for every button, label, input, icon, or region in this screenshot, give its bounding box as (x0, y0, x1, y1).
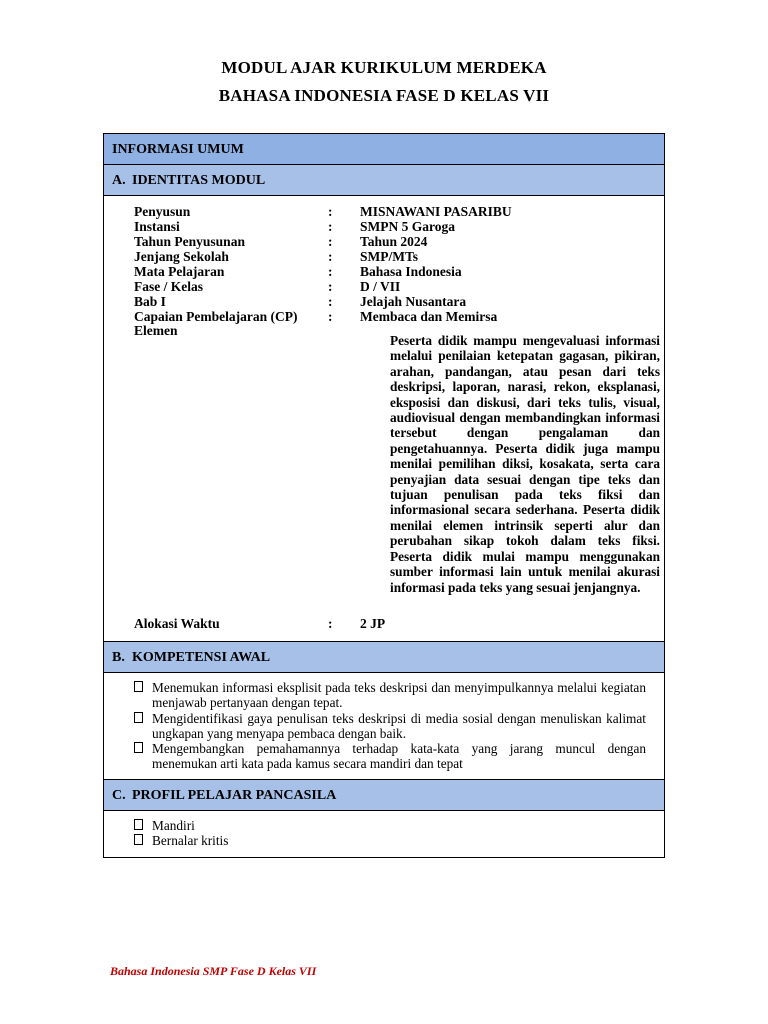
section-label: KOMPETENSI AWAL (132, 650, 271, 665)
kompetensi-awal-list (104, 673, 664, 780)
list-item-text: Mandiri (152, 818, 195, 833)
bullet-box-icon (134, 834, 143, 845)
identity-value: SMPN 5 Garoga (360, 219, 455, 234)
identity-colon: : (328, 264, 333, 279)
section-number: A. (112, 173, 126, 188)
list-item-text: Menemukan informasi eksplisit pada teks deskripsi dan menyimpulkannya melalui kegiatan menjawab pertanyaan dengan tepat. (152, 680, 646, 711)
identitas-modul-header (104, 165, 664, 196)
document-subtitle: BAHASA INDONESIA FASE D KELAS VII (218, 86, 550, 105)
list-item-text: Mengidentifikasi gaya penulisan teks deskripsi di media sosial dengan menuliskan kalimat ungkapan yang menyapa pembaca dengan baik. (152, 711, 646, 742)
identity-label: Tahun Penyusunan (134, 234, 245, 249)
module-info-table (103, 133, 665, 858)
identity-value: Tahun 2024 (360, 234, 428, 249)
identity-label: Alokasi Waktu (134, 616, 220, 631)
identity-colon: : (328, 279, 333, 294)
identity-value: Jelajah Nusantara (360, 294, 467, 309)
list-item-text: Bernalar kritis (152, 833, 229, 848)
section-label: PROFIL PELAJAR PANCASILA (132, 788, 337, 803)
identity-value: 2 JP (360, 616, 386, 631)
identity-label: Bab I (134, 294, 166, 309)
list-item (134, 818, 646, 833)
informasi-umum-header: INFORMASI UMUM (104, 134, 664, 165)
identity-colon: : (328, 204, 333, 219)
identity-value: Bahasa Indonesia (360, 264, 462, 279)
kompetensi-awal-header (104, 642, 664, 673)
identity-label: Jenjang Sekolah (134, 249, 229, 264)
document-title: MODUL AJAR KURIKULUM MERDEKA (221, 58, 547, 77)
list-item (134, 741, 646, 772)
identity-label: Mata Pelajaran (134, 264, 225, 279)
identity-label: Capaian Pembelajaran (CP) (134, 309, 298, 324)
section-number: C. (112, 788, 126, 803)
identity-label: Penyusun (134, 204, 191, 219)
identity-colon: : (328, 616, 333, 631)
section-number: B. (112, 650, 125, 665)
identity-value: Membaca dan Memirsa (360, 309, 498, 324)
identity-value: SMP/MTs (360, 249, 419, 264)
identity-value: D / VII (360, 279, 401, 294)
identity-colon: : (328, 309, 333, 324)
identity-label: Elemen (134, 323, 178, 338)
profil-pelajar-list (104, 811, 664, 857)
bullet-box-icon (134, 712, 143, 723)
identity-colon: : (328, 234, 333, 249)
list-item (134, 711, 646, 742)
identity-label: Fase / Kelas (134, 279, 203, 294)
identity-colon: : (328, 294, 333, 309)
page-footer: Bahasa Indonesia SMP Fase D Kelas VII (110, 964, 317, 978)
identitas-section (104, 196, 664, 642)
section-label: IDENTITAS MODUL (132, 173, 266, 188)
list-item-text: Mengembangkan pemahamannya terhadap kata-kata yang jarang muncul dengan menemukan arti kata pada kamus secara mandiri dan tepat (152, 741, 646, 772)
bullet-box-icon (134, 681, 143, 692)
list-item (134, 833, 646, 848)
profil-pelajar-header (104, 780, 664, 811)
list-item (134, 680, 646, 711)
identity-value: MISNAWANI PASARIBU (360, 204, 512, 219)
identity-colon: : (328, 249, 333, 264)
identity-colon: : (328, 219, 333, 234)
capaian-pembelajaran-text: Peserta didik mampu mengevaluasi informasi melalui penilaian ketepatan gagasan, pikiran, arahan, pandangan, atau pesan dari teks deskripsi, laporan, narasi, rekon, eksplanasi, eksposisi dan diskusi, dari teks tulis, visual, audiovisual dengan membandingkan informasi tersebut dengan pengalaman dan pengetahuannya. Peserta didik juga mampu menilai pemilihan diksi, kosakata, serta cara penyajian data sesuai dengan tipe teks dan tujuan penulisan pada teks fiksi dan informasional secara sederhana. Peserta didik menilai elemen intrinsik seperti alur dan perubahan sikap tokoh dalam teks fiksi. Peserta didik mulai mampu menggunakan sumber informasi lain untuk menilai akurasi informasi pada teks yang sesuai jenjangnya. (390, 333, 660, 595)
bullet-box-icon (134, 819, 143, 830)
bullet-box-icon (134, 742, 143, 753)
identity-label: Instansi (134, 219, 180, 234)
